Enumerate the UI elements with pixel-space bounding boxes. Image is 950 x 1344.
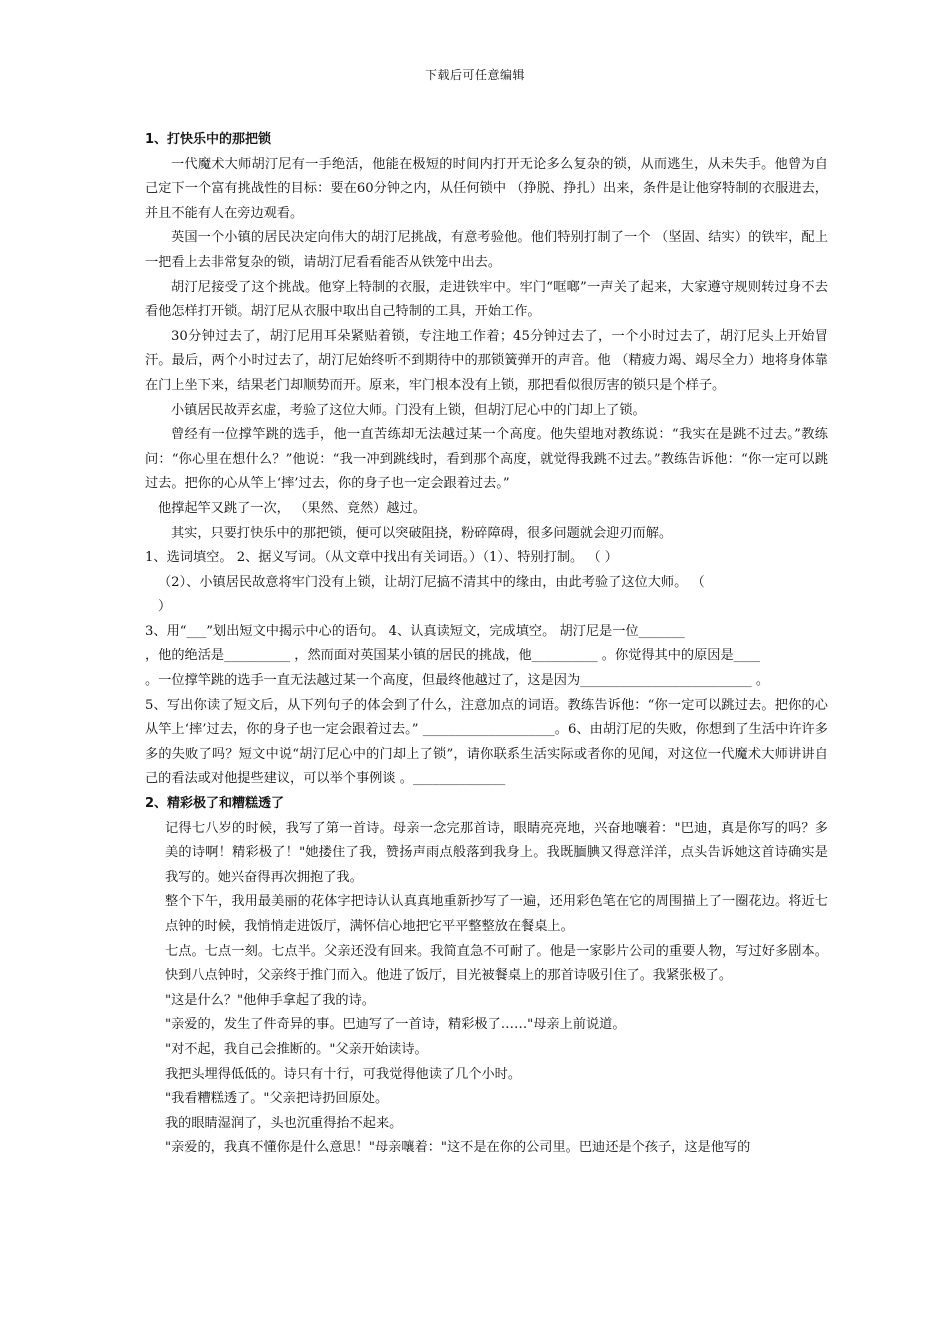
s2-paragraph: 我的眼睛湿润了，头也沉重得抬不起来。	[165, 1115, 403, 1131]
s1-paragraph: 他撑起竿又跳了一次， （果然、竟然）越过。	[158, 500, 426, 516]
s2-paragraph: 整个下午，我用最美丽的花体字把诗认认真真地重新抄写了一遍，还用彩色笔在它的周围描上了一圈花边。将近七点钟的时候，我悄悄走进饭厅，满怀信心地把它平平整整放在餐桌上。	[165, 894, 828, 934]
question-line: ）	[158, 599, 172, 615]
s1-paragraph: 其实，只要打快乐中的那把锁，便可以突破阻挠，粉碎障碍，很多问题就会迎刃而解。	[171, 525, 673, 541]
s1-paragraph: 一代魔术大师胡汀尼有一手绝活，他能在极短的时间内打开无论多么复杂的锁，从而逃生，从未失手。他曾为自己定下一个富有挑战性的目标：要在60分钟之内，从任何锁中 （挣脱、挣扎）出来，条件是让他穿特制的衣服进去，并且不能有人在旁边观看。	[145, 156, 828, 221]
s1-paragraph: 胡汀尼接受了这个挑战。他穿上特制的衣服，走进铁牢中。牢门“哐啷”一声关了起来，大家遵守规则转过身不去看他怎样打开锁。胡汀尼从衣服中取出自己特制的工具，开始工作。	[145, 279, 828, 320]
page-header-note: 下载后可任意编辑	[424, 68, 525, 82]
s2-paragraph: 我把头埋得低低的。诗只有十行，可我觉得他读了几个小时。	[165, 1066, 522, 1082]
document-body	[145, 128, 828, 1161]
question-line: （2）、小镇居民故意将牢门没有上锁，让胡汀尼搞不清其中的缘由，由此考验了这位大师。 （	[158, 574, 705, 590]
question-line: 。一位撑竿跳的选手一直无法越过某一个高度，但最终他越过了，这是因为__________________________ 。	[145, 673, 770, 689]
question-line: ，他的绝活是__________ ，然而面对英国某小镇的居民的挑战，他__________ 。你觉得其中的原因是____	[145, 648, 761, 664]
question-line: 5、写出你读了短文后，从下列句子的体会到了什么，注意加点的词语。教练告诉他：“你一定可以跳过去。把你的心从竿上‘摔’过去，你的身子也一定会跟着过去。” ____________________。6、由胡汀尼的失败，你想到了生活中许许多多的失败了吗？短文中说“胡汀尼心中的门却上了锁”，请你联系生活实际或者你的见闻，对这位一代魔术大师讲讲自己的看法或对他提些建议，可以举个事例谈 。______________	[145, 697, 828, 787]
s1-paragraph: 曾经有一位撑竿跳的选手，他一直苦练却无法越过某一个高度。他失望地对教练说：“我实在是跳不过去。”教练问：“你心里在想什么？”他说：“我一冲到跳线时，看到那个高度，就觉得我跳不过去。”教练告诉他：“你一定可以跳过去。把你的心从竿上‘摔’过去，你的身子也一定会跟着过去。”	[145, 427, 828, 492]
s1-paragraph: 英国一个小镇的居民决定向伟大的胡汀尼挑战，有意考验他。他们特别打制了一个 （坚固、结实）的铁牢，配上一把看上去非常复杂的锁，请胡汀尼看看能否从铁笼中出去。	[145, 230, 828, 270]
s2-paragraph: "亲爱的，发生了件奇异的事。巴迪写了一首诗，精彩极了……"母亲上前说道。	[165, 1017, 626, 1033]
section-2-title: 2、精彩极了和糟糕透了	[145, 796, 285, 812]
question-line: 3、用“___”划出短文中揭示中心的语句。 4、认真读短文，完成填空。 胡汀尼是一位_______	[145, 623, 685, 639]
s2-paragraph: "对不起，我自己会推断的。"父亲开始读诗。	[165, 1041, 428, 1057]
s2-paragraph: "我看糟糕透了。"父亲把诗扔回原处。	[165, 1091, 389, 1107]
s2-paragraph: "亲爱的，我真不懂你是什么意思！"母亲嚷着："这不是在你的公司里。巴迪还是个孩子，这是他写的	[165, 1140, 751, 1156]
section-1-title: 1、打快乐中的那把锁	[145, 132, 272, 147]
question-line: 1、选词填空。 2、据义写词。（从文章中找出有关词语。）（1）、特别打制。 （ ）	[145, 550, 618, 566]
s2-paragraph: 七点。七点一刻。七点半。父亲还没有回来。我简直急不可耐了。他是一家影片公司的重要人物，写过好多剧本。快到八点钟时，父亲终于推门而入。他进了饭厅，目光被餐桌上的那首诗吸引住了。我紧张极了。	[165, 943, 828, 984]
s2-paragraph: 记得七八岁的时候，我写了第一首诗。母亲一念完那首诗，眼睛亮亮地，兴奋地嚷着："巴迪，真是你写的吗？多美的诗啊！精彩极了！"她搂住了我，赞扬声雨点般落到我身上。我既腼腆又得意洋洋，点头告诉她这首诗确实是我写的。她兴奋得再次拥抱了我。	[165, 820, 828, 885]
s1-paragraph: 小镇居民故弄玄虚，考验了这位大师。门没有上锁，但胡汀尼心中的门却上了锁。	[171, 402, 646, 418]
s2-paragraph: "这是什么？"他伸手拿起了我的诗。	[165, 992, 375, 1008]
s1-paragraph: 30分钟过去了，胡汀尼用耳朵紧贴着锁，专注地工作着；45分钟过去了，一个小时过去了，胡汀尼头上开始冒汗。最后，两个小时过去了，胡汀尼始终听不到期待中的那锁簧弹开的声音。他 （精疲力竭、竭尽全力）地将身体靠在门上坐下来，结果老门却顺势而开。原来，牢门根本没有上锁，那把看似很厉害的锁只是个样子。	[145, 328, 828, 393]
